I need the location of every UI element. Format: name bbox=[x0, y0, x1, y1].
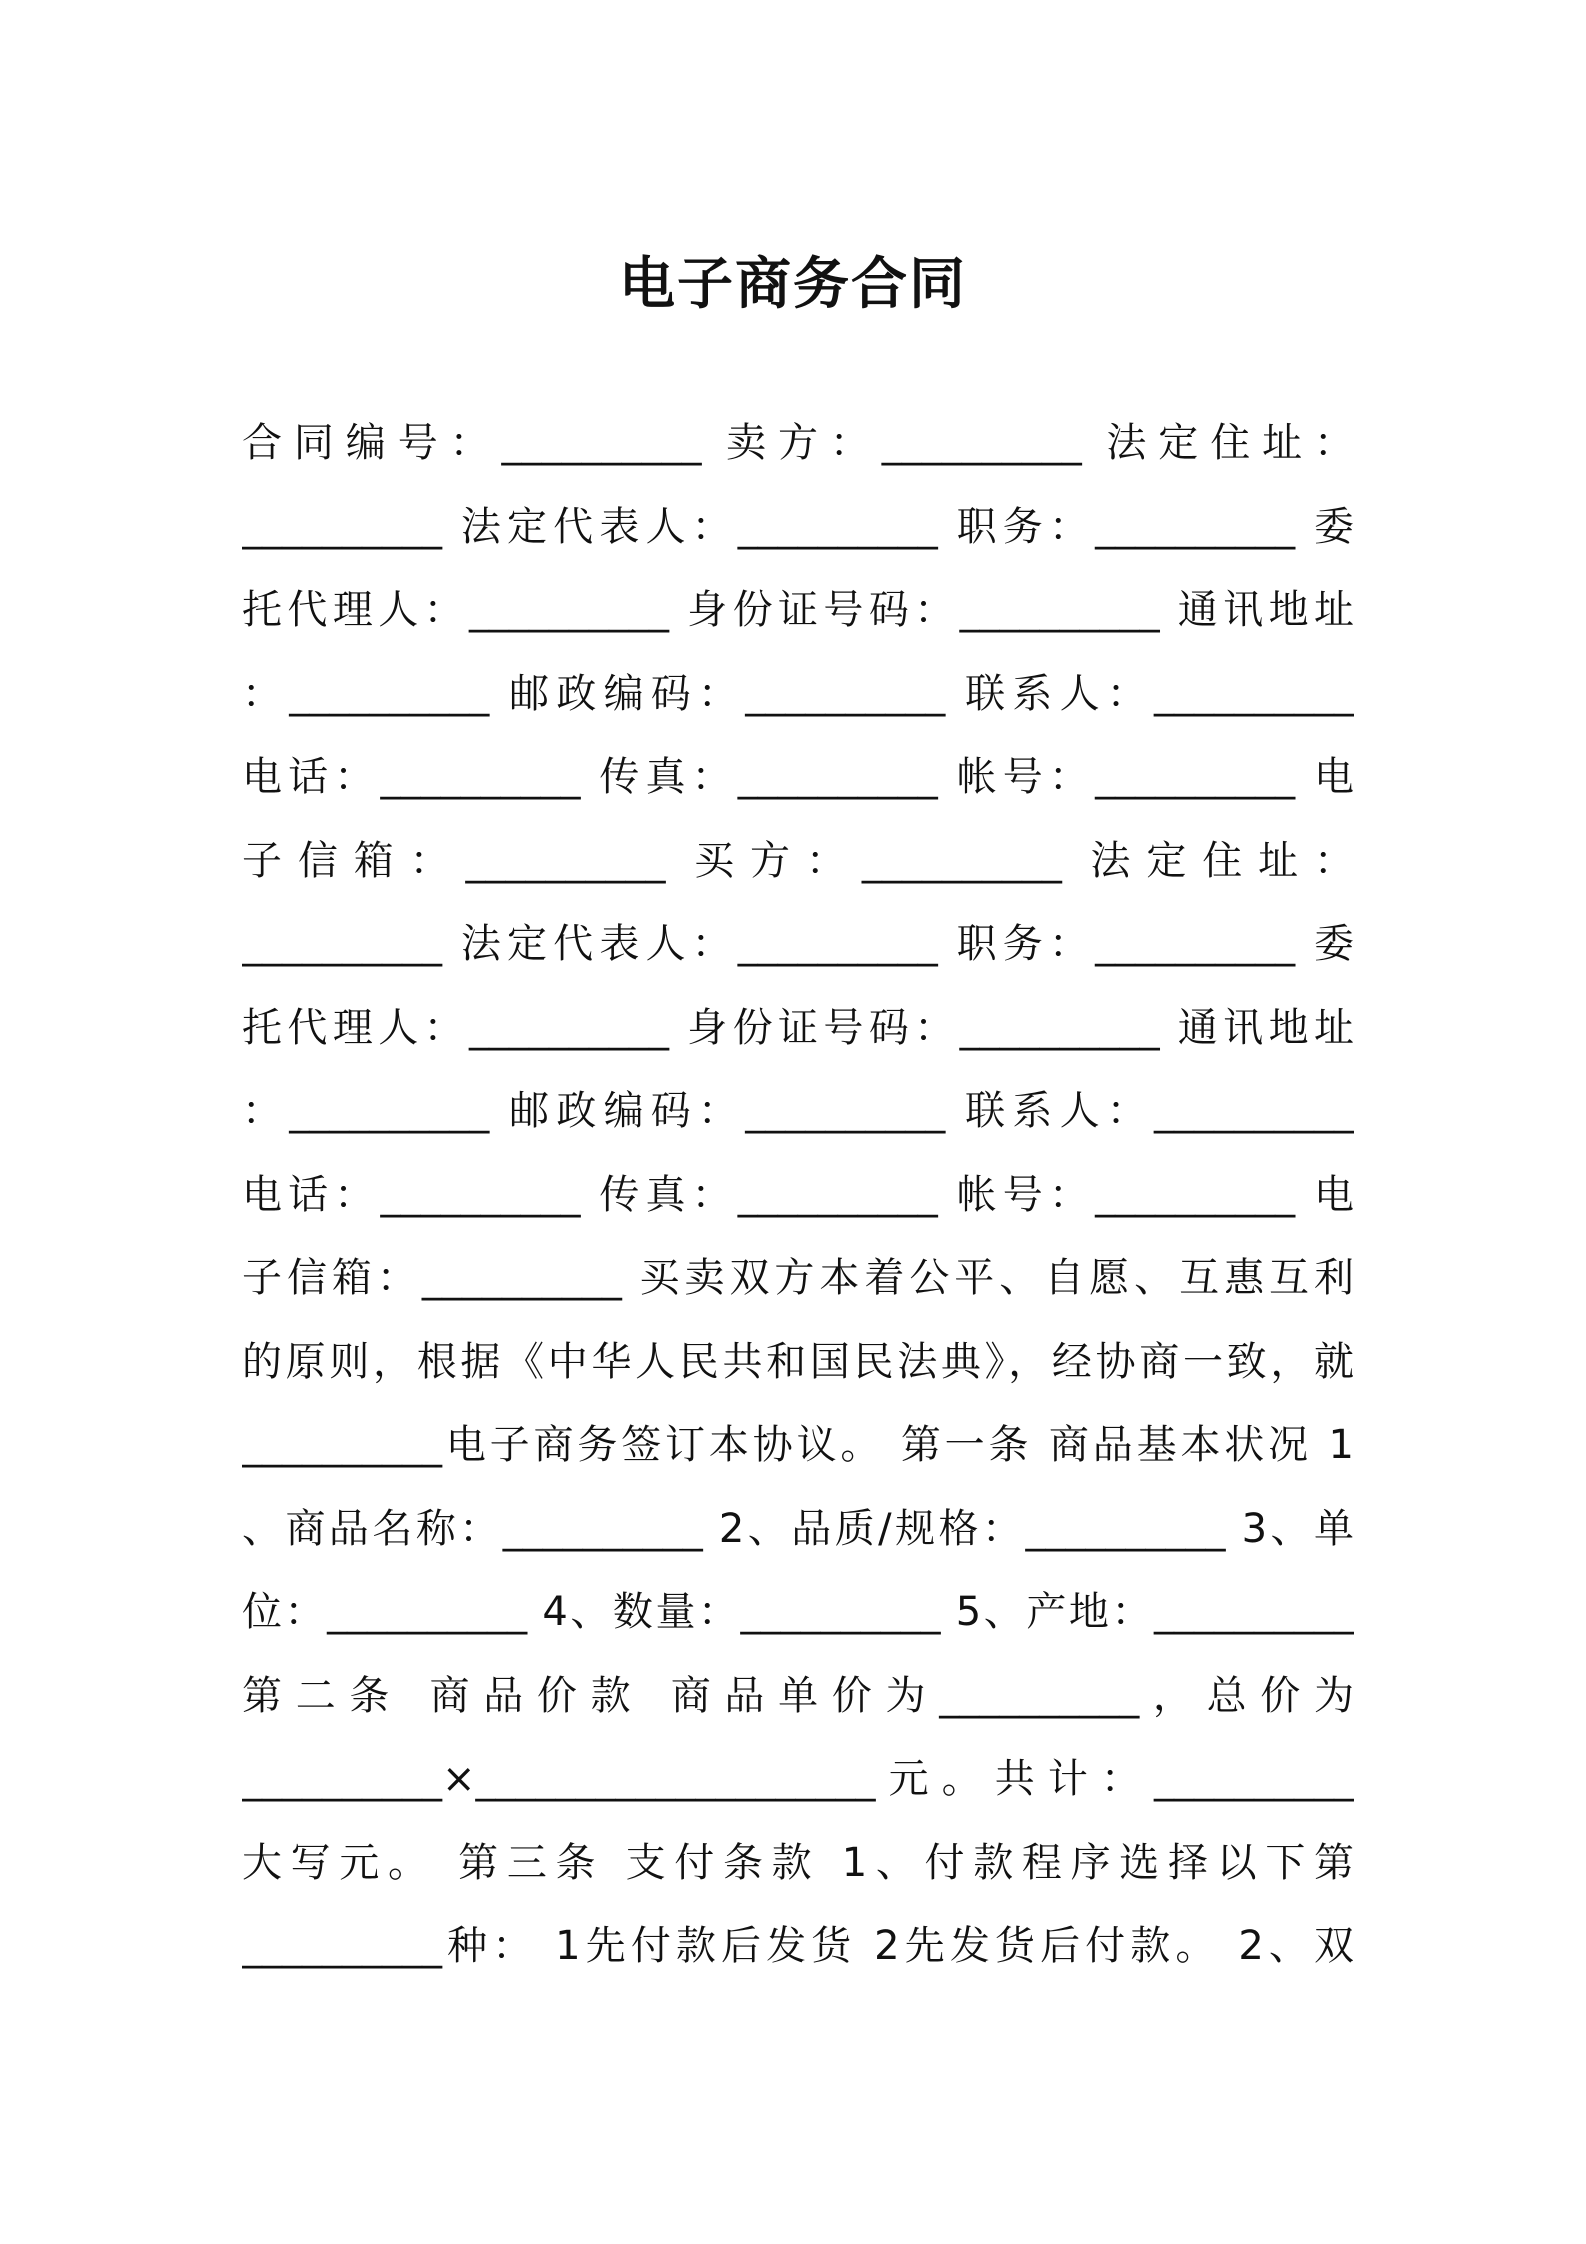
text-line: __________种： 1先付款后发货 2先发货后付款。 2、双 bbox=[242, 1923, 1354, 1969]
text-line: 电话：__________ 传真：__________ 帐号：__________ 电 bbox=[242, 1171, 1354, 1218]
text-line: 子信箱：__________ 买方：__________ 法定住址： bbox=[242, 837, 1354, 884]
text-line: ：__________ 邮政编码：__________ 联系人：__________ bbox=[242, 1088, 1354, 1134]
text-line: __________×____________________元。共计：__________ bbox=[242, 1756, 1354, 1802]
text-line: ：__________ 邮政编码：__________ 联系人：__________ bbox=[242, 670, 1354, 717]
text-line: 大写元。 第三条 支付条款 1、付款程序选择以下第 bbox=[242, 1839, 1354, 1886]
text-line: __________电子商务签订本协议。 第一条 商品基本状况 1 bbox=[242, 1422, 1354, 1468]
text-line: 托代理人：__________ 身份证号码：__________ 通讯地址 bbox=[242, 587, 1354, 633]
text-line: 托代理人：__________ 身份证号码：__________ 通讯地址 bbox=[242, 1004, 1354, 1051]
text-line: 电话：__________ 传真：__________ 帐号：__________ 电 bbox=[242, 754, 1354, 800]
text-line: __________ 法定代表人：__________ 职务：__________ 委 bbox=[242, 503, 1354, 550]
text-line: 第二条 商品价款 商品单价为__________，总价为 bbox=[242, 1672, 1354, 1719]
text-line: 、商品名称：__________ 2、品质/规格：__________ 3、单 bbox=[242, 1505, 1354, 1552]
document-title: 电子商务合同 bbox=[619, 252, 967, 317]
text-line: __________ 法定代表人：__________ 职务：__________ 委 bbox=[242, 921, 1354, 967]
text-line: 位：__________ 4、数量：__________ 5、产地：__________ bbox=[242, 1589, 1354, 1635]
contract-body bbox=[242, 402, 1354, 1989]
text-line: 的原则，根据《中华人民共和国民法典》，经协商一致，就 bbox=[242, 1338, 1354, 1385]
text-line: 子信箱：__________ 买卖双方本着公平、自愿、互惠互利 bbox=[242, 1255, 1354, 1301]
text-line: 合同编号：__________ 卖方：__________ 法定住址： bbox=[242, 420, 1354, 466]
